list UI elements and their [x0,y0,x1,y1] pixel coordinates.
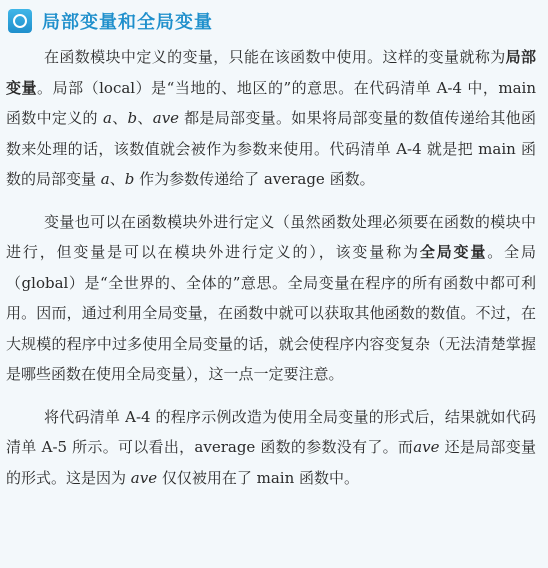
paragraph-local-variables: 在函数模块中定义的变量，只能在该函数中使用。这样的变量就称为局部变量。局部（local）是“当地的、地区的”的意思。在代码清单 A-4 中，main 函数中定义的 a、b、ave 都是局部变量。如果将局部变量的数值传递给其他函数来处理的话，该数值就会被作为参数来使用。代码清单 A-4 就是把 main 函数的局部变量 a、b 作为参数传递给了 average 函数。 [6,48,536,188]
section-bullet-icon [8,9,32,33]
section-title: 局部变量和全局变量 [42,12,213,33]
var-ave: ave [152,109,180,127]
paragraph-global-variables: 变量也可以在函数模块外进行定义（虽然函数处理必须要在函数的模块中进行，但变量是可以在模块外进行定义的），该变量称为全局变量。全局（global）是“全世界的、全体的”意思。全局变量在程序的所有函数中都可利用。因而，通过利用全局变量，在函数中就可以获取其他函数的数值。不过，在大规模的程序中过多使用全局变量的话，就会使程序内容变复杂（无法清楚掌握是哪些函数在使用全局变量），这一点一定要注意。 [6,212,536,383]
var-a: a [100,170,110,188]
var-ave: ave [130,468,158,487]
term-global-variable: 全局变量 [419,243,488,261]
var-a: a [102,109,112,127]
var-b: b [124,170,135,188]
var-b: b [127,109,138,127]
term-local-variable: 局部变量 [6,48,536,97]
var-ave: ave [413,438,440,456]
paragraph-code-listing: 将代码清单 A-4 的程序示例改造为使用全局变量的形式后，结果就如代码清单 A-5 所示。可以看出，average 函数的参数没有了。而ave 还是局部变量的形式。这是因为 ave 仅仅被用在了 main 函数中。 [6,407,536,487]
section-heading [8,0,536,42]
